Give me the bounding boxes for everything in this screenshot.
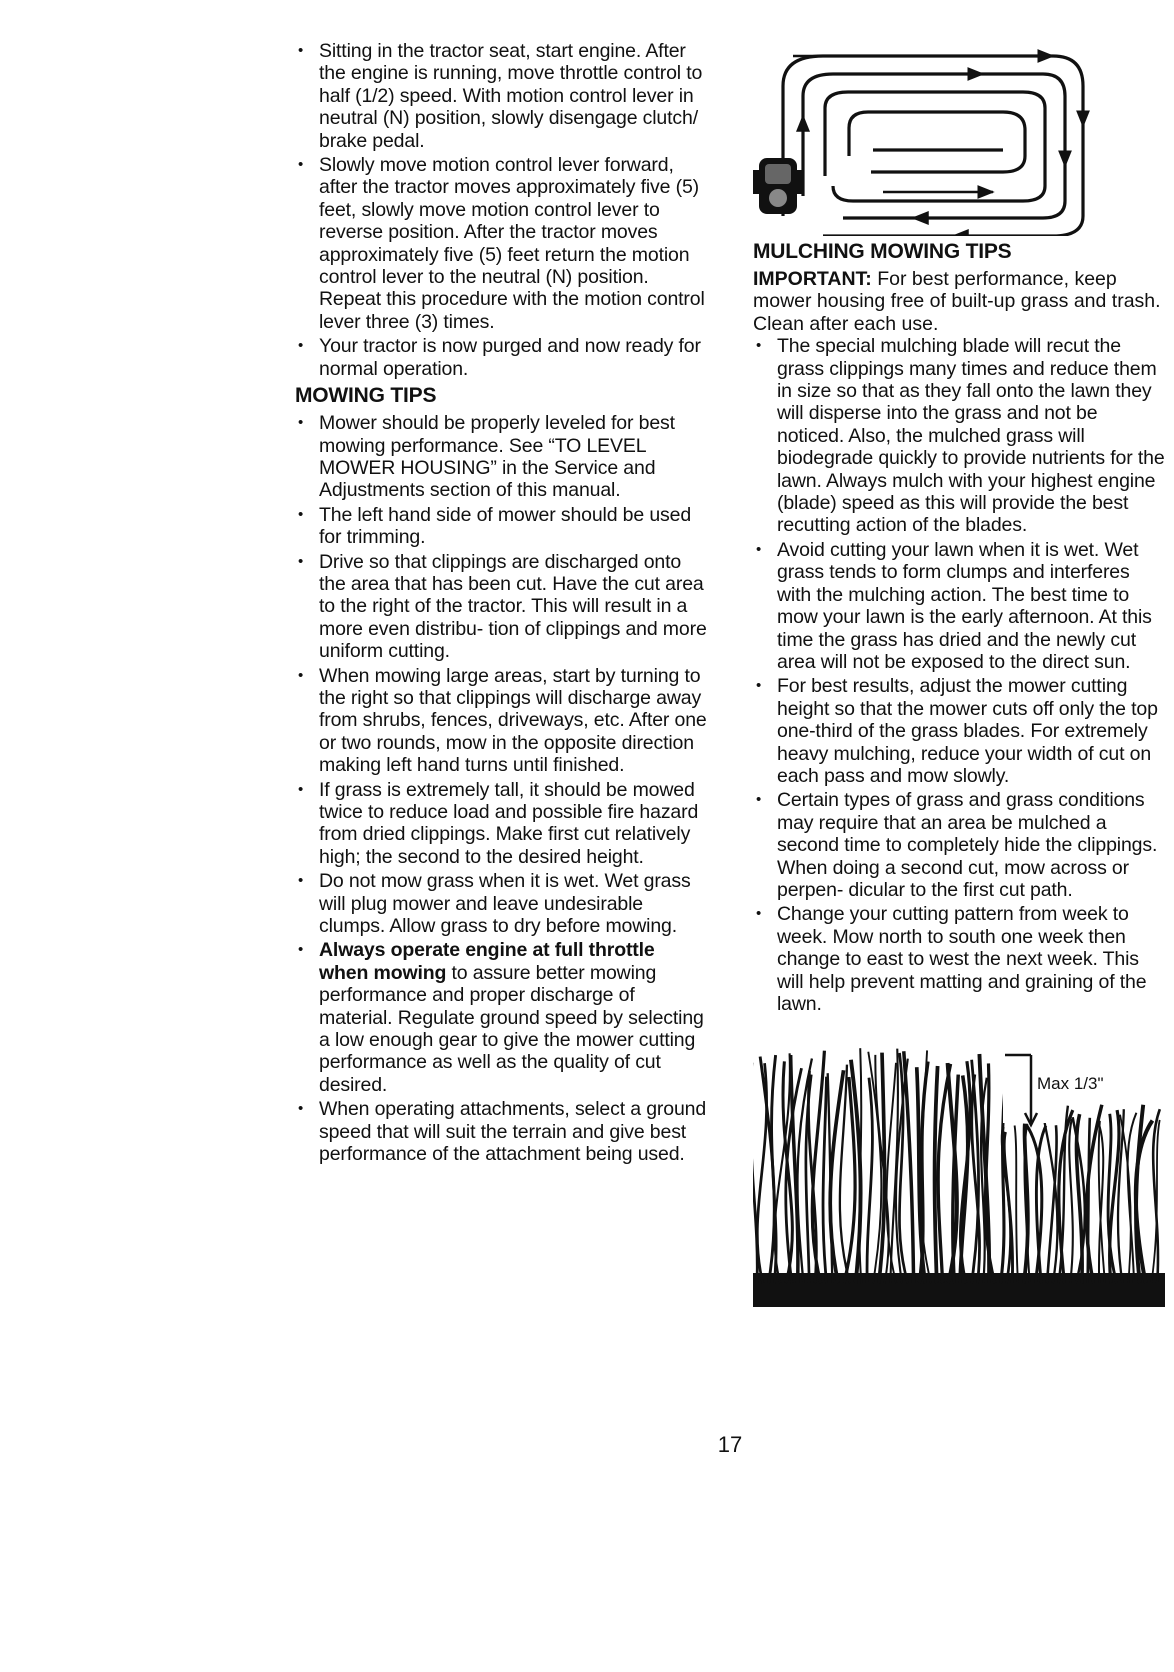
list-item: • Certain types of grass and grass conditions may require that an area be mulched a second time to completely hide the clippings. When doing a second cut, mow across or perpen- dicular to the first cut path. xyxy=(753,789,1165,901)
list-item: • The special mulching blade will recut the grass clippings many times and reduce them in size so that as they fall onto the lawn they will disperse into the grass and not be noticed. Also, the mulched grass will biodegrade quickly to provide nutrients for the lawn. Always mulch with your highest engine (blade) speed as this will provide the best recutting action of the blades. xyxy=(753,335,1165,537)
important-text: For best performance, keep mower housing free of built-up grass and trash. Clean after each use. xyxy=(753,268,1161,335)
list-item: • The left hand side of mower should be used for trimming. xyxy=(295,504,707,549)
important-note xyxy=(753,268,1165,335)
tractor-icon xyxy=(753,158,803,214)
left-column xyxy=(295,40,707,1166)
list-item: • When operating attachments, select a ground speed that will suit the terrain and give best performance of the attachment being used. xyxy=(295,1098,707,1165)
mowing-tips-list xyxy=(295,412,707,1165)
list-item: • Do not mow grass when it is wet. Wet grass will plug mower and leave undesirable clumps. Allow grass to dry before mowing. xyxy=(295,870,707,937)
important-label: IMPORTANT: xyxy=(753,268,872,290)
list-item: • For best results, adjust the mower cutting height so that the mower cuts off only the top one-third of the grass blades. For extremely heavy mulching, reduce your width of cut on each pass and mow slowly. xyxy=(753,675,1165,787)
mowing-pattern-diagram xyxy=(753,46,1165,236)
throttle-warning-bold: Always operate engine at full throttle when mowing xyxy=(319,939,655,984)
list-item: • Drive so that clippings are discharged onto the area that has been cut. Have the cut area to the right of the tractor. This will result in a more even distribu- tion of clippings and more uniform cutting. xyxy=(295,551,707,663)
spiral-path-icon xyxy=(783,56,1083,236)
throttle-list-item xyxy=(295,939,707,1096)
page-number: 17 xyxy=(717,1432,743,1457)
list-item: • Change your cutting pattern from week to week. Mow north to south one week then change to east to west the next week. This will help prevent matting and graining of the lawn. xyxy=(753,903,1165,1015)
mulching-tips-list xyxy=(753,335,1165,1015)
right-column xyxy=(753,46,1165,1307)
list-item: • Your tractor is now purged and now ready for normal operation. xyxy=(295,335,707,380)
mowing-tips-heading: MOWING TIPS xyxy=(295,384,437,408)
list-item: • Avoid cutting your lawn when it is wet. Wet grass tends to form clumps and interferes with the mulching action. The best time to mow your lawn is the early afternoon. At this time the grass has dried and the newly cut area will not be exposed to the direct sun. xyxy=(753,539,1165,673)
list-item: • Mower should be properly leveled for best mowing performance. See “TO LEVEL MOWER HOUSING” in the Service and Adjustments section of this manual. xyxy=(295,412,707,502)
mulching-tips-heading: MULCHING MOWING TIPS xyxy=(753,240,1012,263)
startup-bullet-list xyxy=(295,40,707,380)
list-item: • Sitting in the tractor seat, start engine. After the engine is running, move throttle control to half (1/2) speed. With motion control lever in neutral (N) position, slowly disengage clutch/ brake pedal. xyxy=(295,40,707,152)
list-item: • If grass is extremely tall, it should be mowed twice to reduce load and possible fire hazard from dried clippings. Make first cut relatively high; the second to the desired height. xyxy=(295,779,707,869)
max-height-label: Max 1/3" xyxy=(1037,1074,1104,1094)
list-item: • When mowing large areas, start by turning to the right so that clippings will discharge away from shrubs, fences, driveways, etc. After one or two rounds, mow in the opposite direction making left hand turns until finished. xyxy=(295,665,707,777)
grass-height-illustration xyxy=(753,1043,1165,1307)
list-item: • Slowly move motion control lever forward, after the tractor moves approximately five (5) feet, slowly move motion control lever to reverse position. After the tractor moves approximately five (5) feet return the motion control lever to the neutral (N) position. Repeat this procedure with the motion control lever three (3) times. xyxy=(295,154,707,333)
throttle-warning-text: to assure better mowing performance and proper discharge of material. Regulate ground speed by selecting a low enough gear to give the mower cutting performance as well as the quality of cut desired. xyxy=(319,961,704,1096)
